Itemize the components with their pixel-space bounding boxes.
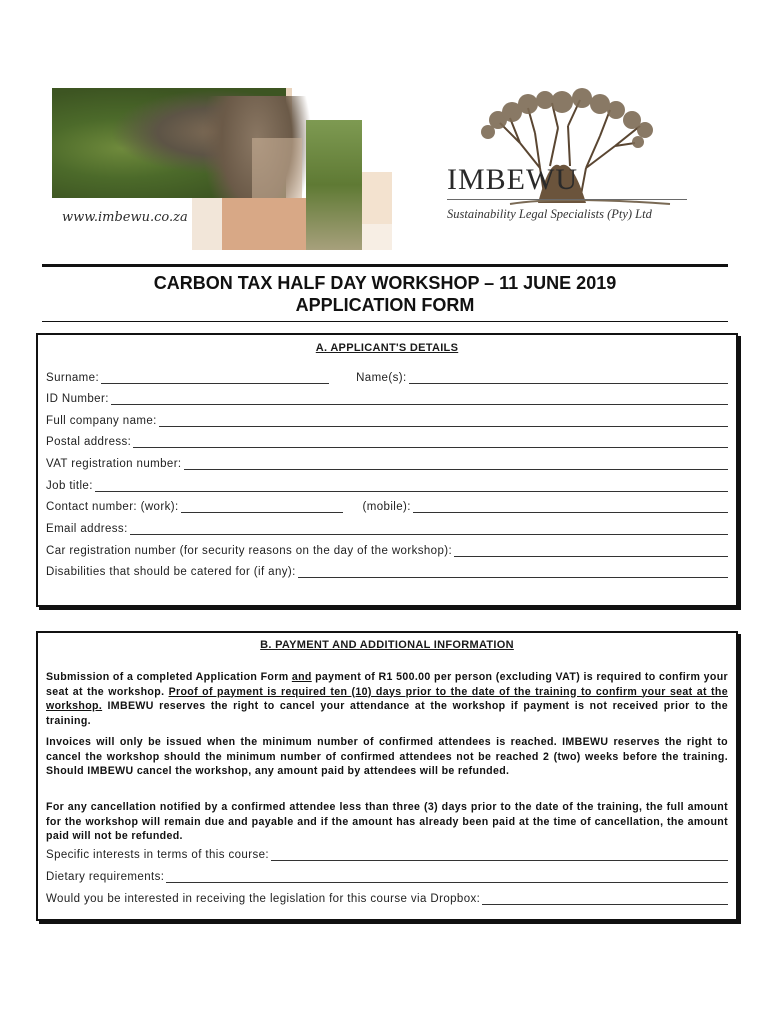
interests-field[interactable]: [271, 851, 728, 861]
company-field[interactable]: [159, 417, 728, 427]
payment-text-3: IMBEWU reserves the right to cancel your attendance at the workshop if payment is not received prior to the training.: [46, 700, 728, 727]
vat-label: VAT registration number:: [46, 458, 182, 470]
email-row: [46, 523, 728, 535]
id-number-label: ID Number:: [46, 393, 109, 405]
id-number-row: [46, 393, 728, 405]
dropbox-field[interactable]: [482, 895, 728, 905]
company-label: Full company name:: [46, 415, 157, 427]
applicant-details-section: [36, 333, 738, 607]
interests-label: Specific interests in terms of this course:: [46, 849, 269, 861]
payment-paragraph: [46, 670, 728, 728]
company-name: IMBEWU: [447, 163, 578, 196]
contact-row: [46, 501, 728, 513]
vat-field[interactable]: [184, 460, 728, 470]
email-field[interactable]: [130, 525, 728, 535]
car-row: [46, 545, 728, 557]
names-field[interactable]: [409, 374, 728, 384]
payment-text-2: payment of R1 500.00 per person (excluding VAT) is required to confirm your seat at the workshop.: [46, 671, 728, 698]
id-number-field[interactable]: [111, 395, 728, 405]
car-label: Car registration number (for security reasons on the day of the workshop):: [46, 545, 453, 557]
banner-square: [362, 224, 392, 250]
logo-divider: [447, 199, 687, 200]
disabilities-field[interactable]: [298, 568, 728, 578]
banner-square: [362, 172, 392, 224]
vat-row: [46, 458, 728, 470]
section-a-heading: A. APPLICANT'S DETAILS: [315, 342, 459, 354]
postal-field[interactable]: [133, 438, 728, 448]
page-title: CARBON TAX HALF DAY WORKSHOP – 11 JUNE 2019: [153, 273, 617, 293]
surname-row: [46, 372, 728, 384]
banner-square: [222, 198, 306, 250]
dropbox-row: [46, 893, 728, 905]
car-field[interactable]: [454, 547, 728, 557]
dietary-row: [46, 871, 728, 883]
website-url: www.imbewu.co.za: [62, 210, 188, 225]
dietary-field[interactable]: [166, 873, 728, 883]
proof-of-payment-note: Proof of payment is required ten (10) days prior to the date of the training to confirm your seat at the workshop.: [46, 685, 728, 712]
surname-label: Surname:: [46, 372, 100, 384]
header-banner: [52, 88, 452, 253]
payment-and: and: [291, 671, 312, 683]
surname-field[interactable]: [101, 374, 329, 384]
dietary-label: Dietary requirements:: [46, 871, 165, 883]
contact-work-field[interactable]: [181, 503, 343, 513]
interests-row: [46, 849, 728, 861]
contact-mobile-label: (mobile):: [362, 501, 411, 513]
section-b-heading: B. PAYMENT AND ADDITIONAL INFORMATION: [260, 639, 514, 651]
payment-text: Submission of a completed Application Form: [46, 671, 292, 683]
postal-row: [46, 436, 728, 448]
invoice-paragraph: Invoices will only be issued when the minimum number of confirmed attendees is reached. IMBEWU reserves the right to cancel the workshop should the minimum number of confirmed attendees not be reached 2 (two) weeks before the training. Should IMBEWU cancel the workshop, any amount paid by attendees will be refunded.: [46, 736, 728, 777]
job-field[interactable]: [95, 482, 728, 492]
banner-square: [252, 138, 302, 198]
title-bottom-rule: [42, 321, 728, 322]
contact-work-label: Contact number: (work):: [46, 501, 179, 513]
banner-square: [192, 198, 222, 250]
cancellation-paragraph: For any cancellation notified by a confirmed attendee less than three (3) days prior to the date of the training, the full amount for the workshop will remain due and payable and if the amount has already been paid at the time of cancellation, the amount paid will not be refunded.: [46, 801, 728, 842]
job-label: Job title:: [46, 480, 93, 492]
job-row: [46, 480, 728, 492]
payment-info-section: [36, 631, 738, 921]
banner-photo-side: [306, 120, 362, 250]
disabilities-label: Disabilities that should be catered for (if any):: [46, 566, 296, 578]
dropbox-label: Would you be interested in receiving the legislation for this course via Dropbox:: [46, 893, 481, 905]
postal-label: Postal address:: [46, 436, 132, 448]
names-label: Name(s):: [356, 372, 407, 384]
email-label: Email address:: [46, 523, 128, 535]
company-tagline: Sustainability Legal Specialists (Pty) Ltd: [447, 207, 652, 221]
disabilities-row: [46, 566, 728, 578]
title-top-rule: [42, 264, 728, 267]
company-row: [46, 415, 728, 427]
page-subtitle: APPLICATION FORM: [295, 295, 475, 315]
contact-mobile-field[interactable]: [413, 503, 728, 513]
